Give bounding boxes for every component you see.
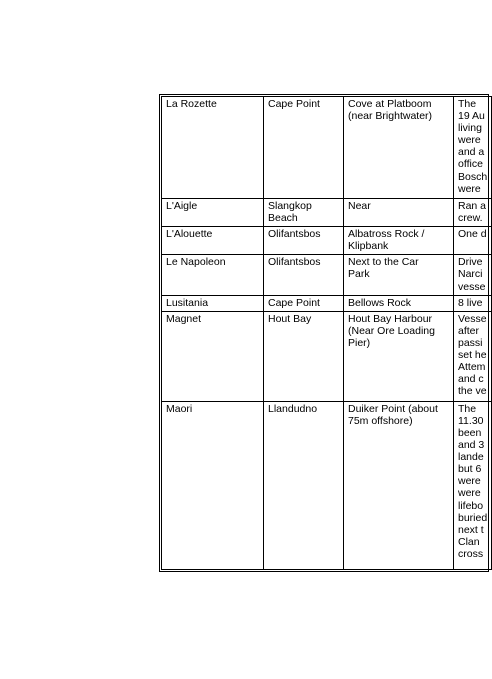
place-cell: Slangkop Beach [264,199,344,227]
notes-cell: Drive Narci vesse [454,255,492,295]
location-cell: Hout Bay Harbour (Near Ore Loading Pier) [344,311,454,401]
ship-name-cell: Magnet [162,311,264,401]
ship-name-cell: La Rozette [162,97,264,199]
location-cell: Albatross Rock / Klipbank [344,227,454,255]
place-cell: Cape Point [264,97,344,199]
ship-name-cell: Lusitania [162,295,264,311]
location-cell: Next to the Car Park [344,255,454,295]
table-row [162,295,492,311]
shipwreck-table [161,96,492,570]
table-row [162,255,492,295]
shipwreck-table-frame [159,94,489,572]
location-cell: Cove at Platboom (near Brightwater) [344,97,454,199]
location-cell: Near [344,199,454,227]
place-cell: Olifantsbos [264,227,344,255]
notes-cell: The 11.30 been and 3 lande but 6 were were lifebo buried next t Clan cross [454,401,492,569]
notes-cell: 8 live [454,295,492,311]
table-row [162,401,492,569]
notes-cell: The 19 Au living were and a office Bosch were [454,97,492,199]
ship-name-cell: Le Napoleon [162,255,264,295]
table-row [162,199,492,227]
table-row [162,97,492,199]
location-cell: Duiker Point (about 75m offshore) [344,401,454,569]
notes-cell: Ran a crew. [454,199,492,227]
notes-cell: One d [454,227,492,255]
place-cell: Olifantsbos [264,255,344,295]
ship-name-cell: L'Alouette [162,227,264,255]
place-cell: Hout Bay [264,311,344,401]
notes-cell: Vesse after passi set he Attem and c the ve [454,311,492,401]
table-row [162,311,492,401]
location-cell: Bellows Rock [344,295,454,311]
table-row [162,227,492,255]
ship-name-cell: Maori [162,401,264,569]
ship-name-cell: L'Aigle [162,199,264,227]
place-cell: Llandudno [264,401,344,569]
place-cell: Cape Point [264,295,344,311]
